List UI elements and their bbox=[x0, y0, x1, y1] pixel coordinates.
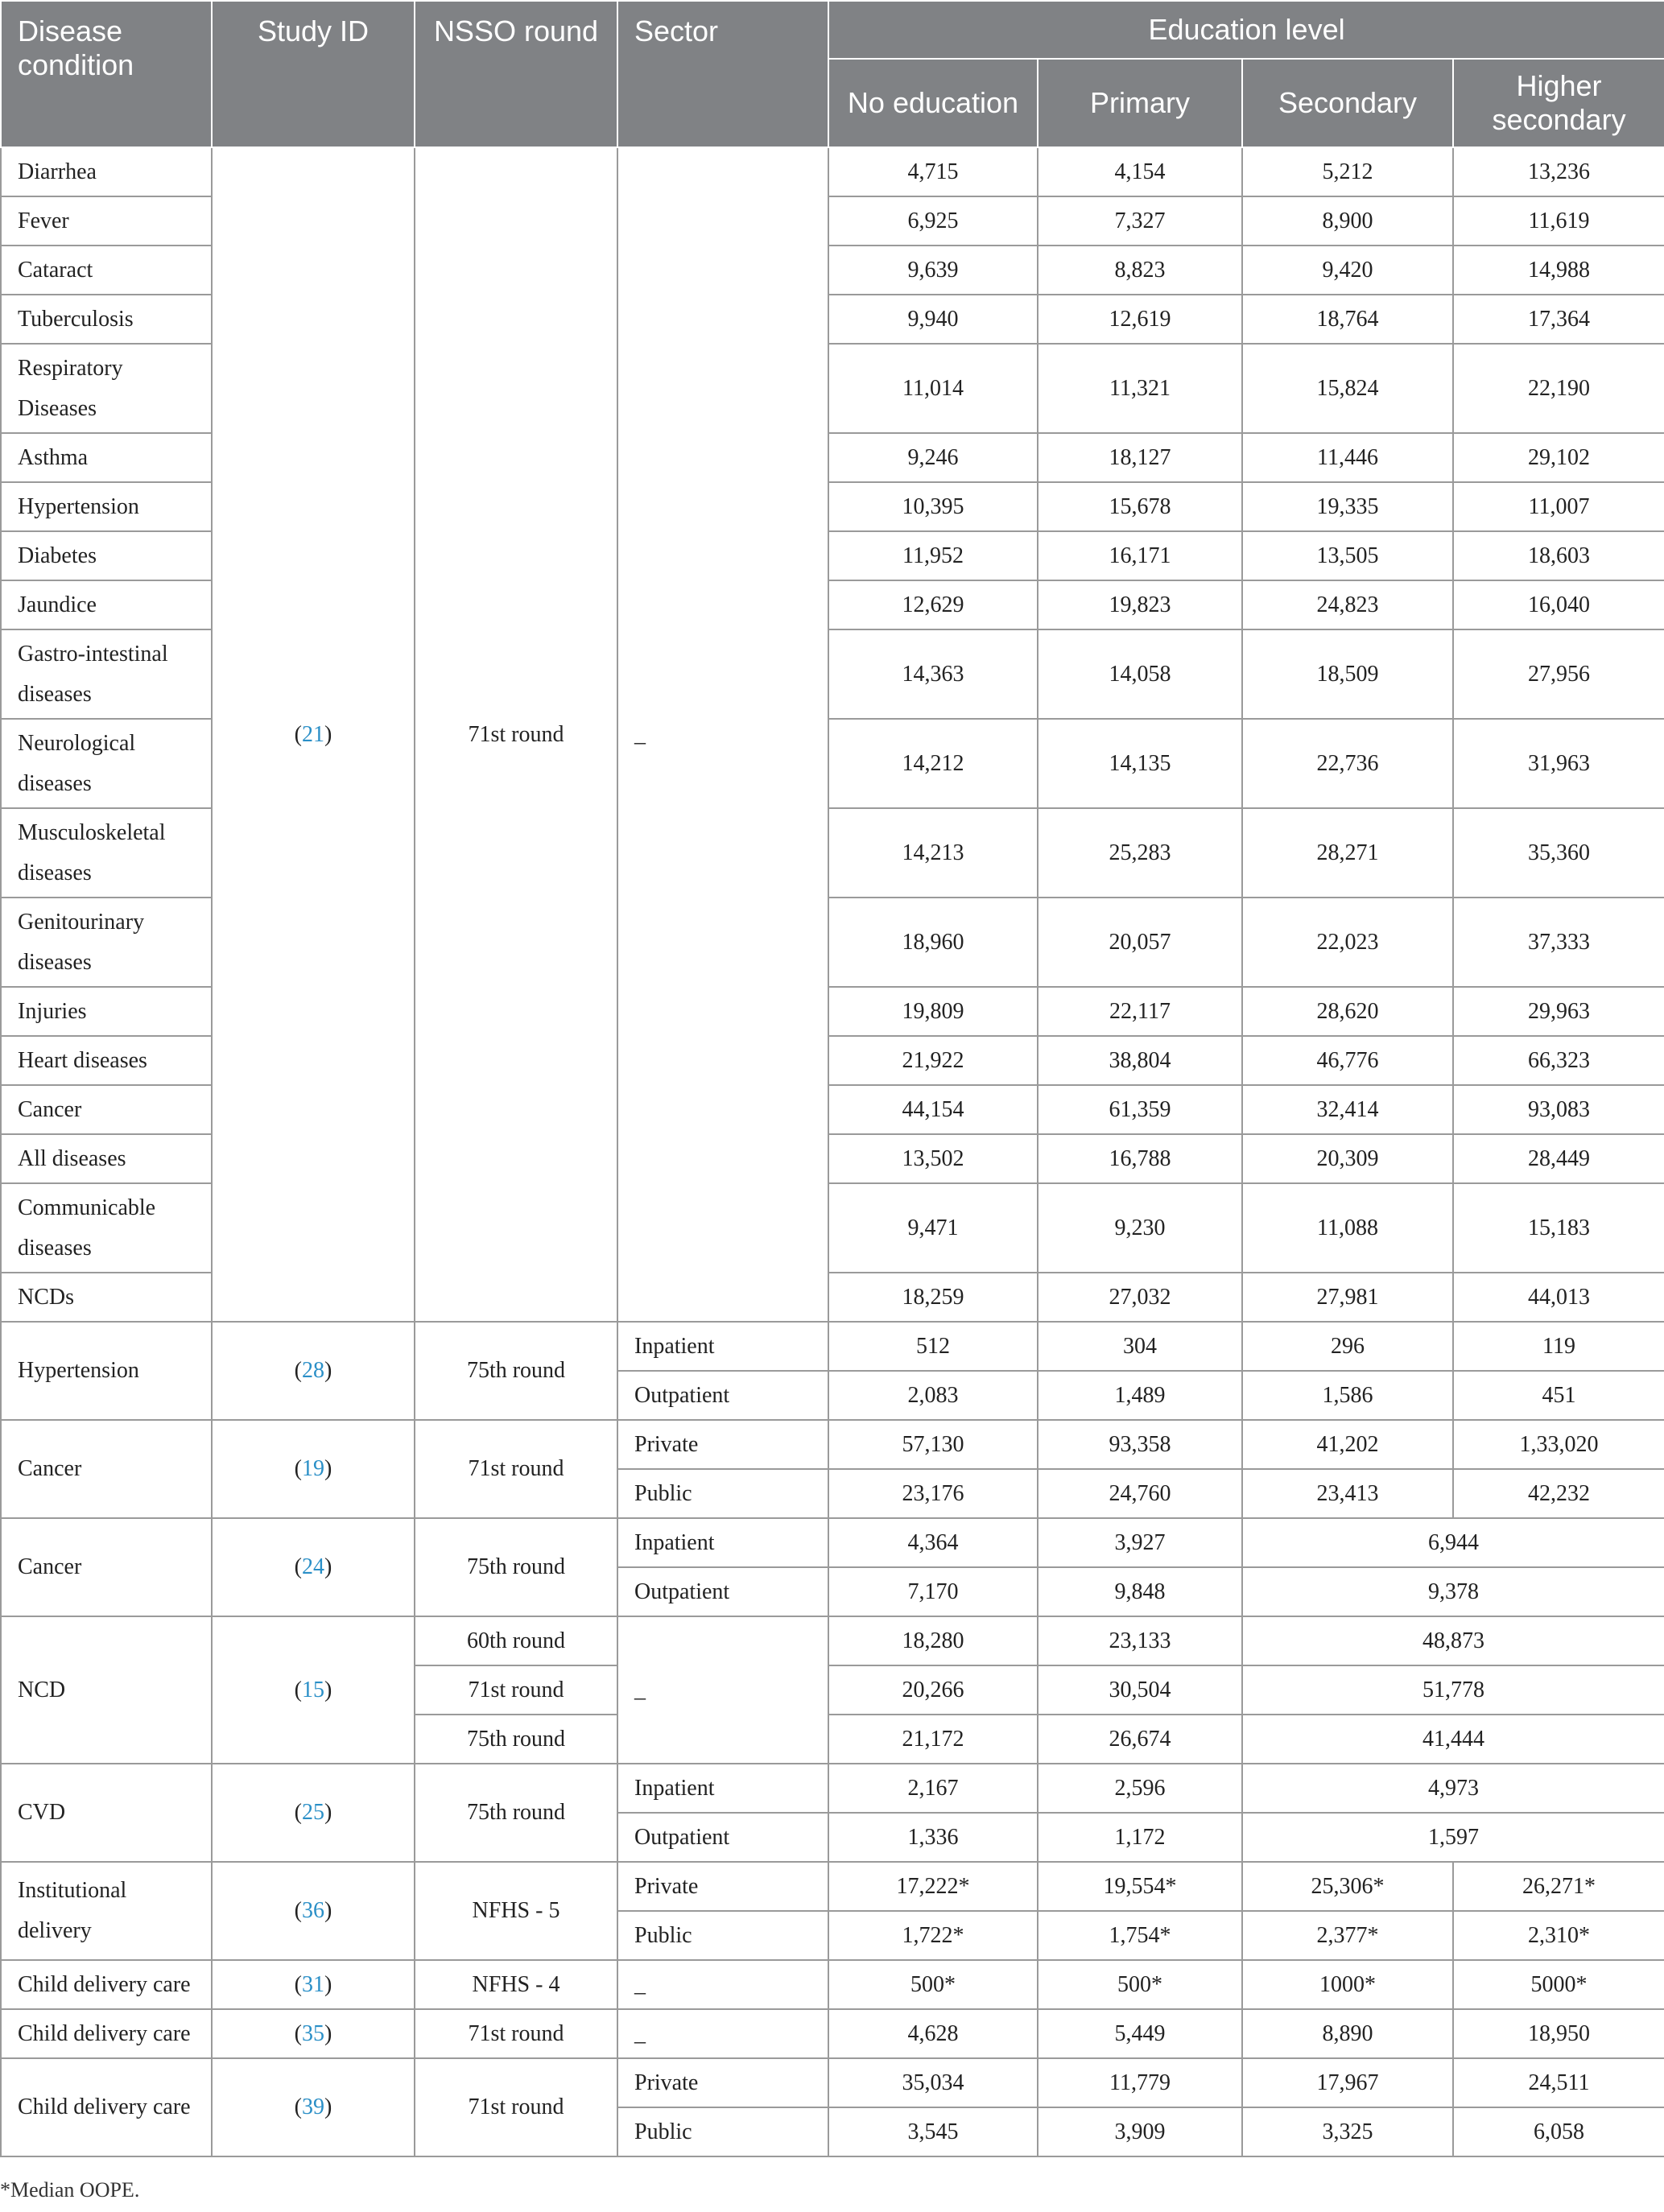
sector-cell: Outpatient bbox=[617, 1371, 828, 1420]
value-cell: 4,973 bbox=[1242, 1764, 1664, 1813]
header-nsso-round: NSSO round bbox=[415, 1, 617, 147]
table-row bbox=[1, 1420, 1664, 1469]
study-reference-link[interactable]: 31 bbox=[302, 1971, 324, 1997]
table-header bbox=[1, 1, 1664, 147]
value-cell: 7,170 bbox=[828, 1567, 1038, 1616]
value-cell: 41,202 bbox=[1242, 1420, 1453, 1469]
study-id-cell: (35) bbox=[212, 2009, 415, 2058]
round-cell: 75th round bbox=[415, 1518, 617, 1616]
disease-cell: Child delivery care bbox=[1, 2009, 212, 2058]
value-cell: 48,873 bbox=[1242, 1616, 1664, 1665]
value-cell: 6,925 bbox=[828, 196, 1038, 246]
value-cell: 451 bbox=[1453, 1371, 1664, 1420]
value-cell: 6,944 bbox=[1242, 1518, 1664, 1567]
value-cell: 14,363 bbox=[828, 629, 1038, 719]
sector-cell: Inpatient bbox=[617, 1764, 828, 1813]
value-cell: 44,154 bbox=[828, 1085, 1038, 1134]
value-cell: 4,364 bbox=[828, 1518, 1038, 1567]
value-cell: 11,088 bbox=[1242, 1183, 1453, 1273]
value-cell: 23,413 bbox=[1242, 1469, 1453, 1518]
value-cell: 26,674 bbox=[1038, 1715, 1242, 1764]
value-cell: 500* bbox=[1038, 1960, 1242, 2009]
value-cell: 1,489 bbox=[1038, 1371, 1242, 1420]
study-id-cell: (21) bbox=[212, 147, 415, 1322]
header-education-level: Education level bbox=[828, 1, 1664, 59]
value-cell: 19,554* bbox=[1038, 1862, 1242, 1911]
header-no-education: No education bbox=[828, 59, 1038, 147]
value-cell: 16,040 bbox=[1453, 580, 1664, 629]
value-cell: 9,420 bbox=[1242, 246, 1453, 295]
value-cell: 57,130 bbox=[828, 1420, 1038, 1469]
round-cell: NFHS - 5 bbox=[415, 1862, 617, 1960]
sector-cell: _ bbox=[617, 1616, 828, 1764]
value-cell: 2,596 bbox=[1038, 1764, 1242, 1813]
value-cell: 17,222* bbox=[828, 1862, 1038, 1911]
value-cell: 5,212 bbox=[1242, 147, 1453, 196]
value-cell: 31,963 bbox=[1453, 719, 1664, 808]
disease-cell: Cancer bbox=[1, 1518, 212, 1616]
header-study-id: Study ID bbox=[212, 1, 415, 147]
value-cell: 4,715 bbox=[828, 147, 1038, 196]
value-cell: 4,154 bbox=[1038, 147, 1242, 196]
value-cell: 93,083 bbox=[1453, 1085, 1664, 1134]
value-cell: 512 bbox=[828, 1322, 1038, 1371]
value-cell: 35,360 bbox=[1453, 808, 1664, 898]
disease-cell: Tuberculosis bbox=[1, 295, 212, 344]
sector-cell: _ bbox=[617, 1960, 828, 2009]
value-cell: 18,950 bbox=[1453, 2009, 1664, 2058]
value-cell: 9,639 bbox=[828, 246, 1038, 295]
sector-cell: Private bbox=[617, 1420, 828, 1469]
value-cell: 29,963 bbox=[1453, 987, 1664, 1036]
value-cell: 27,981 bbox=[1242, 1273, 1453, 1322]
value-cell: 2,083 bbox=[828, 1371, 1038, 1420]
disease-cell: NCD bbox=[1, 1616, 212, 1764]
value-cell: 28,271 bbox=[1242, 808, 1453, 898]
value-cell: 27,956 bbox=[1453, 629, 1664, 719]
value-cell: 3,909 bbox=[1038, 2107, 1242, 2156]
value-cell: 11,014 bbox=[828, 344, 1038, 433]
value-cell: 25,283 bbox=[1038, 808, 1242, 898]
study-reference-link[interactable]: 24 bbox=[302, 1554, 324, 1579]
value-cell: 46,776 bbox=[1242, 1036, 1453, 1085]
value-cell: 9,848 bbox=[1038, 1567, 1242, 1616]
table-row bbox=[1, 1764, 1664, 1813]
value-cell: 12,619 bbox=[1038, 295, 1242, 344]
sector-cell: Outpatient bbox=[617, 1813, 828, 1862]
header-sector: Sector bbox=[617, 1, 828, 147]
disease-cell: Cataract bbox=[1, 246, 212, 295]
header-higher-secondary: Higher secondary bbox=[1453, 59, 1664, 147]
value-cell: 4,628 bbox=[828, 2009, 1038, 2058]
table-row bbox=[1, 1960, 1664, 2009]
value-cell: 19,823 bbox=[1038, 580, 1242, 629]
value-cell: 37,333 bbox=[1453, 898, 1664, 987]
value-cell: 1,722* bbox=[828, 1911, 1038, 1960]
value-cell: 304 bbox=[1038, 1322, 1242, 1371]
value-cell: 11,619 bbox=[1453, 196, 1664, 246]
disease-cell: Jaundice bbox=[1, 580, 212, 629]
value-cell: 2,167 bbox=[828, 1764, 1038, 1813]
value-cell: 7,327 bbox=[1038, 196, 1242, 246]
sector-cell: _ bbox=[617, 2009, 828, 2058]
value-cell: 296 bbox=[1242, 1322, 1453, 1371]
value-cell: 38,804 bbox=[1038, 1036, 1242, 1085]
sector-cell: Public bbox=[617, 2107, 828, 2156]
sector-cell: _ bbox=[617, 147, 828, 1322]
value-cell: 9,471 bbox=[828, 1183, 1038, 1273]
value-cell: 22,117 bbox=[1038, 987, 1242, 1036]
value-cell: 16,171 bbox=[1038, 531, 1242, 580]
study-id-cell: (24) bbox=[212, 1518, 415, 1616]
study-reference-link[interactable]: 15 bbox=[302, 1677, 324, 1702]
disease-cell: Respiratory Diseases bbox=[1, 344, 212, 433]
value-cell: 9,230 bbox=[1038, 1183, 1242, 1273]
value-cell: 24,823 bbox=[1242, 580, 1453, 629]
value-cell: 18,280 bbox=[828, 1616, 1038, 1665]
value-cell: 29,102 bbox=[1453, 433, 1664, 482]
value-cell: 5,449 bbox=[1038, 2009, 1242, 2058]
value-cell: 41,444 bbox=[1242, 1715, 1664, 1764]
value-cell: 20,057 bbox=[1038, 898, 1242, 987]
header-disease-condition: Disease condition bbox=[1, 1, 212, 147]
value-cell: 11,446 bbox=[1242, 433, 1453, 482]
value-cell: 2,310* bbox=[1453, 1911, 1664, 1960]
value-cell: 11,321 bbox=[1038, 344, 1242, 433]
study-reference-link[interactable]: 19 bbox=[302, 1456, 324, 1481]
value-cell: 14,988 bbox=[1453, 246, 1664, 295]
value-cell: 15,824 bbox=[1242, 344, 1453, 433]
value-cell: 1,754* bbox=[1038, 1911, 1242, 1960]
table-row bbox=[1, 2009, 1664, 2058]
sector-cell: Private bbox=[617, 1862, 828, 1911]
value-cell: 25,306* bbox=[1242, 1862, 1453, 1911]
table-body bbox=[1, 147, 1664, 2156]
value-cell: 24,511 bbox=[1453, 2058, 1664, 2107]
value-cell: 22,736 bbox=[1242, 719, 1453, 808]
disease-cell: Heart diseases bbox=[1, 1036, 212, 1085]
value-cell: 20,266 bbox=[828, 1665, 1038, 1715]
value-cell: 42,232 bbox=[1453, 1469, 1664, 1518]
value-cell: 28,620 bbox=[1242, 987, 1453, 1036]
value-cell: 26,271* bbox=[1453, 1862, 1664, 1911]
disease-cell: Child delivery care bbox=[1, 2058, 212, 2156]
value-cell: 18,509 bbox=[1242, 629, 1453, 719]
value-cell: 14,212 bbox=[828, 719, 1038, 808]
value-cell: 24,760 bbox=[1038, 1469, 1242, 1518]
round-cell: 75th round bbox=[415, 1322, 617, 1420]
value-cell: 18,960 bbox=[828, 898, 1038, 987]
table-row bbox=[1, 1322, 1664, 1371]
value-cell: 18,127 bbox=[1038, 433, 1242, 482]
value-cell: 93,358 bbox=[1038, 1420, 1242, 1469]
value-cell: 28,449 bbox=[1453, 1134, 1664, 1183]
disease-cell: Genitourinary diseases bbox=[1, 898, 212, 987]
value-cell: 21,922 bbox=[828, 1036, 1038, 1085]
study-id-cell: (25) bbox=[212, 1764, 415, 1862]
value-cell: 35,034 bbox=[828, 2058, 1038, 2107]
disease-cell: Gastro-intestinal diseases bbox=[1, 629, 212, 719]
study-id-cell: (19) bbox=[212, 1420, 415, 1518]
round-cell: NFHS - 4 bbox=[415, 1960, 617, 2009]
value-cell: 1,336 bbox=[828, 1813, 1038, 1862]
value-cell: 11,779 bbox=[1038, 2058, 1242, 2107]
value-cell: 17,364 bbox=[1453, 295, 1664, 344]
study-id-cell: (15) bbox=[212, 1616, 415, 1764]
value-cell: 18,764 bbox=[1242, 295, 1453, 344]
disease-cell: Diabetes bbox=[1, 531, 212, 580]
value-cell: 8,823 bbox=[1038, 246, 1242, 295]
table-row bbox=[1, 1616, 1664, 1665]
study-id-cell: (31) bbox=[212, 1960, 415, 2009]
disease-cell: All diseases bbox=[1, 1134, 212, 1183]
disease-cell: Hypertension bbox=[1, 1322, 212, 1420]
study-reference-link[interactable]: 28 bbox=[302, 1358, 324, 1383]
value-cell: 22,190 bbox=[1453, 344, 1664, 433]
value-cell: 13,505 bbox=[1242, 531, 1453, 580]
study-reference-link[interactable]: 25 bbox=[302, 1800, 324, 1825]
value-cell: 17,967 bbox=[1242, 2058, 1453, 2107]
value-cell: 1,597 bbox=[1242, 1813, 1664, 1862]
value-cell: 5000* bbox=[1453, 1960, 1664, 2009]
study-id-cell: (36) bbox=[212, 1862, 415, 1960]
study-reference-link[interactable]: 39 bbox=[302, 2094, 324, 2119]
value-cell: 1,172 bbox=[1038, 1813, 1242, 1862]
study-reference-link[interactable]: 35 bbox=[302, 2020, 324, 2046]
sector-cell: Inpatient bbox=[617, 1322, 828, 1371]
study-reference-link[interactable]: 36 bbox=[302, 1898, 324, 1923]
value-cell: 3,325 bbox=[1242, 2107, 1453, 2156]
value-cell: 15,678 bbox=[1038, 482, 1242, 531]
value-cell: 19,809 bbox=[828, 987, 1038, 1036]
value-cell: 14,058 bbox=[1038, 629, 1242, 719]
disease-cell: Institutional delivery bbox=[1, 1862, 212, 1960]
disease-cell: Communicable diseases bbox=[1, 1183, 212, 1273]
value-cell: 119 bbox=[1453, 1322, 1664, 1371]
value-cell: 20,309 bbox=[1242, 1134, 1453, 1183]
header-secondary: Secondary bbox=[1242, 59, 1453, 147]
value-cell: 21,172 bbox=[828, 1715, 1038, 1764]
value-cell: 18,603 bbox=[1453, 531, 1664, 580]
sector-cell: Public bbox=[617, 1469, 828, 1518]
value-cell: 66,323 bbox=[1453, 1036, 1664, 1085]
value-cell: 8,890 bbox=[1242, 2009, 1453, 2058]
value-cell: 27,032 bbox=[1038, 1273, 1242, 1322]
value-cell: 61,359 bbox=[1038, 1085, 1242, 1134]
disease-cell: Cancer bbox=[1, 1085, 212, 1134]
study-reference-link[interactable]: 21 bbox=[302, 721, 324, 747]
disease-cell: Asthma bbox=[1, 433, 212, 482]
round-cell: 71st round bbox=[415, 147, 617, 1322]
value-cell: 1,586 bbox=[1242, 1371, 1453, 1420]
sector-cell: Private bbox=[617, 2058, 828, 2107]
value-cell: 14,213 bbox=[828, 808, 1038, 898]
value-cell: 8,900 bbox=[1242, 196, 1453, 246]
round-cell: 71st round bbox=[415, 2009, 617, 2058]
round-cell: 71st round bbox=[415, 1665, 617, 1715]
header-primary: Primary bbox=[1038, 59, 1242, 147]
disease-cell: Neurological diseases bbox=[1, 719, 212, 808]
disease-cell: Child delivery care bbox=[1, 1960, 212, 2009]
value-cell: 3,927 bbox=[1038, 1518, 1242, 1567]
value-cell: 2,377* bbox=[1242, 1911, 1453, 1960]
value-cell: 13,502 bbox=[828, 1134, 1038, 1183]
value-cell: 19,335 bbox=[1242, 482, 1453, 531]
value-cell: 12,629 bbox=[828, 580, 1038, 629]
value-cell: 44,013 bbox=[1453, 1273, 1664, 1322]
value-cell: 9,378 bbox=[1242, 1567, 1664, 1616]
disease-cell: Fever bbox=[1, 196, 212, 246]
value-cell: 15,183 bbox=[1453, 1183, 1664, 1273]
disease-cell: CVD bbox=[1, 1764, 212, 1862]
value-cell: 11,007 bbox=[1453, 482, 1664, 531]
table-row bbox=[1, 2058, 1664, 2107]
value-cell: 6,058 bbox=[1453, 2107, 1664, 2156]
value-cell: 500* bbox=[828, 1960, 1038, 2009]
disease-cell: Cancer bbox=[1, 1420, 212, 1518]
value-cell: 13,236 bbox=[1453, 147, 1664, 196]
table-row bbox=[1, 1862, 1664, 1911]
value-cell: 1000* bbox=[1242, 1960, 1453, 2009]
value-cell: 23,176 bbox=[828, 1469, 1038, 1518]
round-cell: 75th round bbox=[415, 1715, 617, 1764]
value-cell: 11,952 bbox=[828, 531, 1038, 580]
value-cell: 32,414 bbox=[1242, 1085, 1453, 1134]
table-row bbox=[1, 1518, 1664, 1567]
sector-cell: Outpatient bbox=[617, 1567, 828, 1616]
value-cell: 18,259 bbox=[828, 1273, 1038, 1322]
value-cell: 10,395 bbox=[828, 482, 1038, 531]
round-cell: 60th round bbox=[415, 1616, 617, 1665]
value-cell: 30,504 bbox=[1038, 1665, 1242, 1715]
value-cell: 16,788 bbox=[1038, 1134, 1242, 1183]
study-id-cell: (28) bbox=[212, 1322, 415, 1420]
value-cell: 9,940 bbox=[828, 295, 1038, 344]
value-cell: 51,778 bbox=[1242, 1665, 1664, 1715]
footnote: *Median OOPE. bbox=[0, 2178, 140, 2202]
round-cell: 75th round bbox=[415, 1764, 617, 1862]
sector-cell: Inpatient bbox=[617, 1518, 828, 1567]
value-cell: 1,33,020 bbox=[1453, 1420, 1664, 1469]
study-id-cell: (39) bbox=[212, 2058, 415, 2156]
value-cell: 9,246 bbox=[828, 433, 1038, 482]
sector-cell: Public bbox=[617, 1911, 828, 1960]
value-cell: 3,545 bbox=[828, 2107, 1038, 2156]
value-cell: 23,133 bbox=[1038, 1616, 1242, 1665]
disease-cell: NCDs bbox=[1, 1273, 212, 1322]
disease-cell: Musculoskeletal diseases bbox=[1, 808, 212, 898]
disease-cell: Diarrhea bbox=[1, 147, 212, 196]
value-cell: 22,023 bbox=[1242, 898, 1453, 987]
table-row bbox=[1, 147, 1664, 196]
round-cell: 71st round bbox=[415, 2058, 617, 2156]
round-cell: 71st round bbox=[415, 1420, 617, 1518]
value-cell: 14,135 bbox=[1038, 719, 1242, 808]
disease-cell: Hypertension bbox=[1, 482, 212, 531]
disease-cell: Injuries bbox=[1, 987, 212, 1036]
